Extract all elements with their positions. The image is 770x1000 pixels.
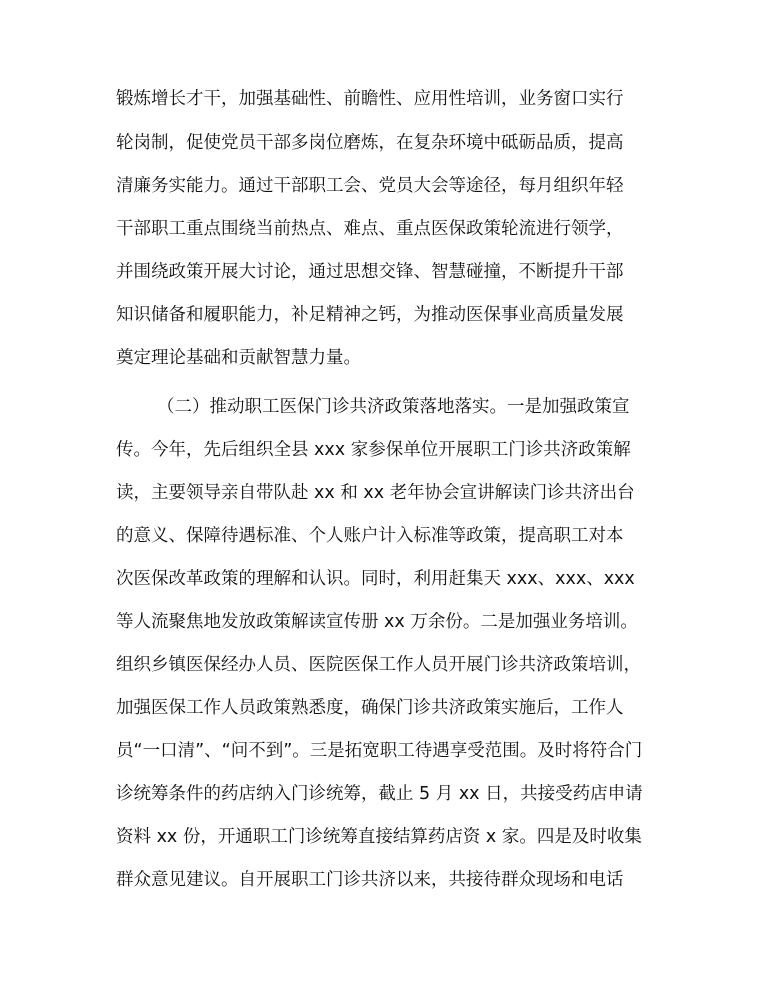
paragraph-line: 的意义、保障待遇标准、个人账户计入标准等政策，提高职工对本 [116,526,624,546]
paragraph-line: 群众意见建议。自开展职工门诊共济以来，共接待群众现场和电话 [116,870,624,890]
paragraph-line: 奠定理论基础和贡献智慧力量。 [116,348,361,368]
paragraph-line: 知识储备和履职能力，补足精神之钙，为推动医保事业高质量发展 [116,305,624,325]
paragraph-line: 锻炼增长才干，加强基础性、前瞻性、应用性培训，业务窗口实行 [116,89,624,109]
paragraph-line: 并围绕政策开展大讨论，通过思想交锋、智慧碰撞，不断提升干部 [116,262,624,282]
paragraph-line: 等人流聚焦地发放政策解读宣传册 xx 万余份。二是加强业务培训。 [116,612,638,632]
paragraph-line: 诊统筹条件的药店纳入门诊统筹，截止 5 月 xx 日，共接受药店申请 [116,784,643,804]
paragraph-line: 读，主要领导亲自带队赴 xx 和 xx 老年协会宣讲解读门诊共济出台 [116,483,635,503]
paragraph-line: 组织乡镇医保经办人员、医院医保工作人员开展门诊共济政策培训， [116,655,641,675]
section-heading-line: （二）推动职工医保门诊共济政策落地落实。一是加强政策宣 [157,397,630,417]
paragraph-line: 次医保改革政策的理解和认识。同时，利用赶集天 xxx、xxx、xxx [116,569,635,589]
paragraph-line: 清廉务实能力。通过干部职工会、党员大会等途径，每月组织年轻 [116,176,624,196]
paragraph-line: 员“一口清”、“问不到”。三是拓宽职工待遇享受范围。及时将符合门 [116,741,643,761]
paragraph-line: 干部职工重点围绕当前热点、难点、重点医保政策轮流进行领学， [116,219,624,239]
paragraph-line: 加强医保工作人员政策熟悉度，确保门诊共济政策实施后，工作人 [116,698,624,718]
paragraph-line: 资料 xx 份，开通职工门诊统筹直接结算药店资 x 家。四是及时收集 [116,827,642,847]
paragraph-line: 轮岗制，促使党员干部多岗位磨炼，在复杂环境中砥砺品质，提高 [116,133,624,153]
paragraph-line: 传。今年，先后组织全县 xxx 家参保单位开展职工门诊共济政策解 [116,440,631,460]
